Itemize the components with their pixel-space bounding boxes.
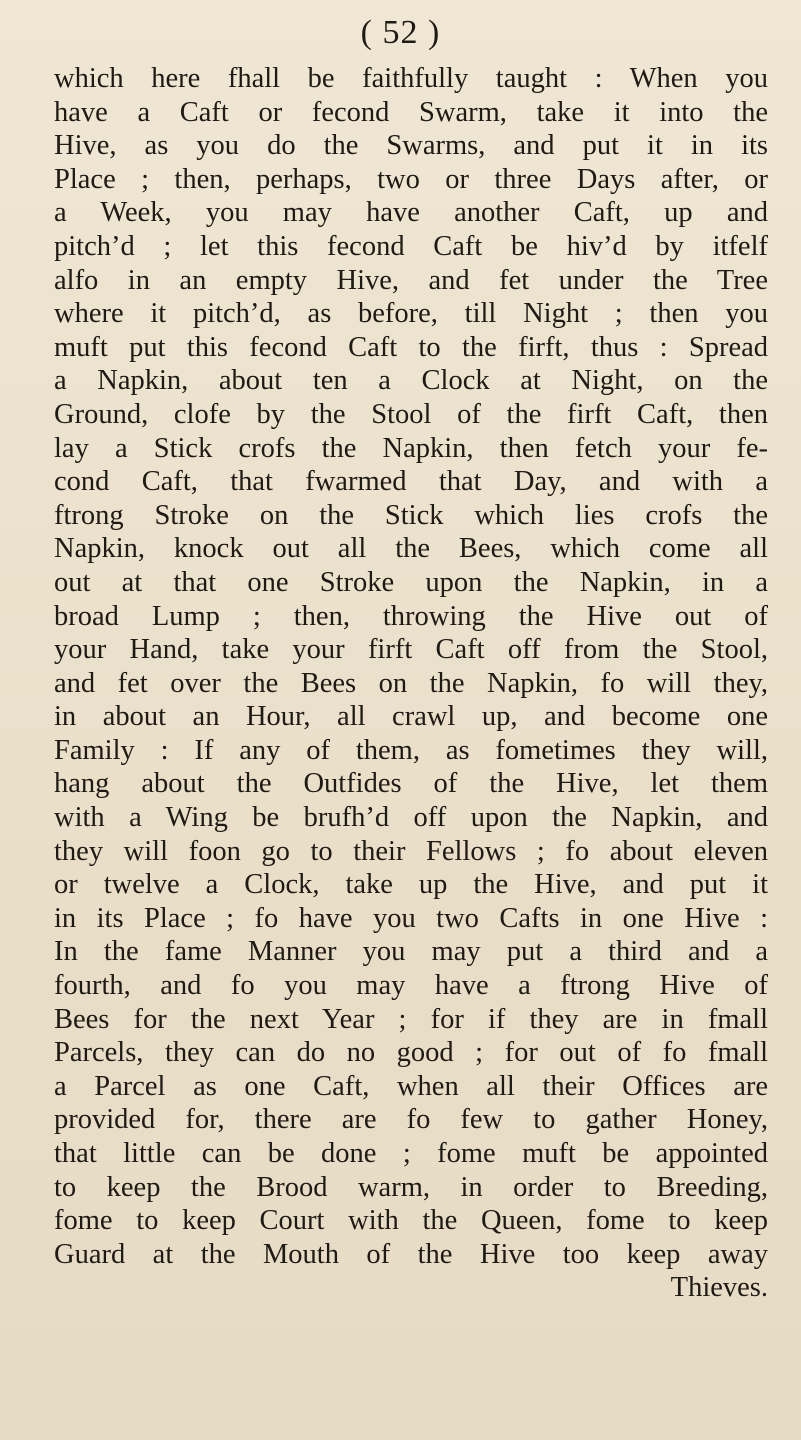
text-line: they will foon go to their Fellows ; fo about eleven bbox=[54, 835, 768, 867]
text-line: your Hand, take your firft Caft off from the Stool, bbox=[54, 634, 768, 666]
text-line: alfo in an empty Hive, and fet under the Tree bbox=[54, 264, 768, 296]
text-line: muft put this fecond Caft to the firft, thus : Spread bbox=[54, 331, 768, 363]
text-line: a Parcel as one Caft, when all their Offices are bbox=[54, 1070, 768, 1102]
text-line: in about an Hour, all crawl up, and become one bbox=[54, 701, 768, 733]
text-line: lay a Stick crofs the Napkin, then fetch your fe- bbox=[54, 432, 768, 464]
text-line: hang about the Outfides of the Hive, let them bbox=[54, 768, 768, 800]
page-number: ( 52 ) bbox=[360, 14, 441, 51]
text-line: Bees for the next Year ; for if they are in fmall bbox=[54, 1003, 768, 1035]
text-line: a Napkin, about ten a Clock at Night, on the bbox=[54, 365, 768, 397]
text-line: or twelve a Clock, take up the Hive, and put it bbox=[54, 869, 768, 901]
text-line: pitch’d ; let this fecond Caft be hiv’d by itfelf bbox=[54, 230, 768, 262]
text-line: ftrong Stroke on the Stick which lies crofs the bbox=[54, 499, 768, 531]
text-line: Hive, as you do the Swarms, and put it in its bbox=[54, 130, 768, 162]
text-line: cond Caft, that fwarmed that Day, and with a bbox=[54, 466, 768, 498]
text-line: Napkin, knock out all the Bees, which come all bbox=[54, 533, 768, 565]
text-line: have a Caft or fecond Swarm, take it into the bbox=[54, 96, 768, 128]
text-line: Place ; then, perhaps, two or three Days after, or bbox=[54, 163, 768, 195]
text-line: to keep the Brood warm, in order to Breeding, bbox=[54, 1171, 768, 1203]
text-line: which here fhall be faithfully taught : When you bbox=[54, 63, 768, 94]
text-line: that little can be done ; fome muft be appointed bbox=[54, 1138, 768, 1169]
text-line: Guard at the Mouth of the Hive too keep away bbox=[54, 1238, 768, 1270]
text-line: in its Place ; fo have you two Cafts in one Hive : bbox=[54, 902, 768, 934]
text-line: with a Wing be brufh’d off upon the Napkin, and bbox=[54, 802, 768, 834]
text-line: Thieves. bbox=[670, 1272, 768, 1304]
text-line: Ground, clofe by the Stool of the firft Caft, then bbox=[54, 398, 768, 430]
text-line: a Week, you may have another Caft, up and bbox=[54, 197, 768, 229]
text-line: broad Lump ; then, throwing the Hive out of bbox=[54, 600, 768, 632]
text-line: fome to keep Court with the Queen, fome to keep bbox=[54, 1205, 768, 1237]
body-text bbox=[54, 62, 768, 1305]
text-line: In the fame Manner you may put a third and a bbox=[54, 936, 768, 968]
text-line: fourth, and fo you may have a ftrong Hive of bbox=[54, 970, 768, 1002]
text-line: Parcels, they can do no good ; for out of fo fmall bbox=[54, 1037, 768, 1069]
text-line: and fet over the Bees on the Napkin, fo will they, bbox=[54, 667, 768, 699]
text-line: Family : If any of them, as fometimes they will, bbox=[54, 734, 768, 766]
text-line: out at that one Stroke upon the Napkin, in a bbox=[54, 566, 768, 598]
text-line: provided for, there are fo few to gather Honey, bbox=[54, 1104, 768, 1136]
text-line: where it pitch’d, as before, till Night ; then you bbox=[54, 298, 768, 330]
